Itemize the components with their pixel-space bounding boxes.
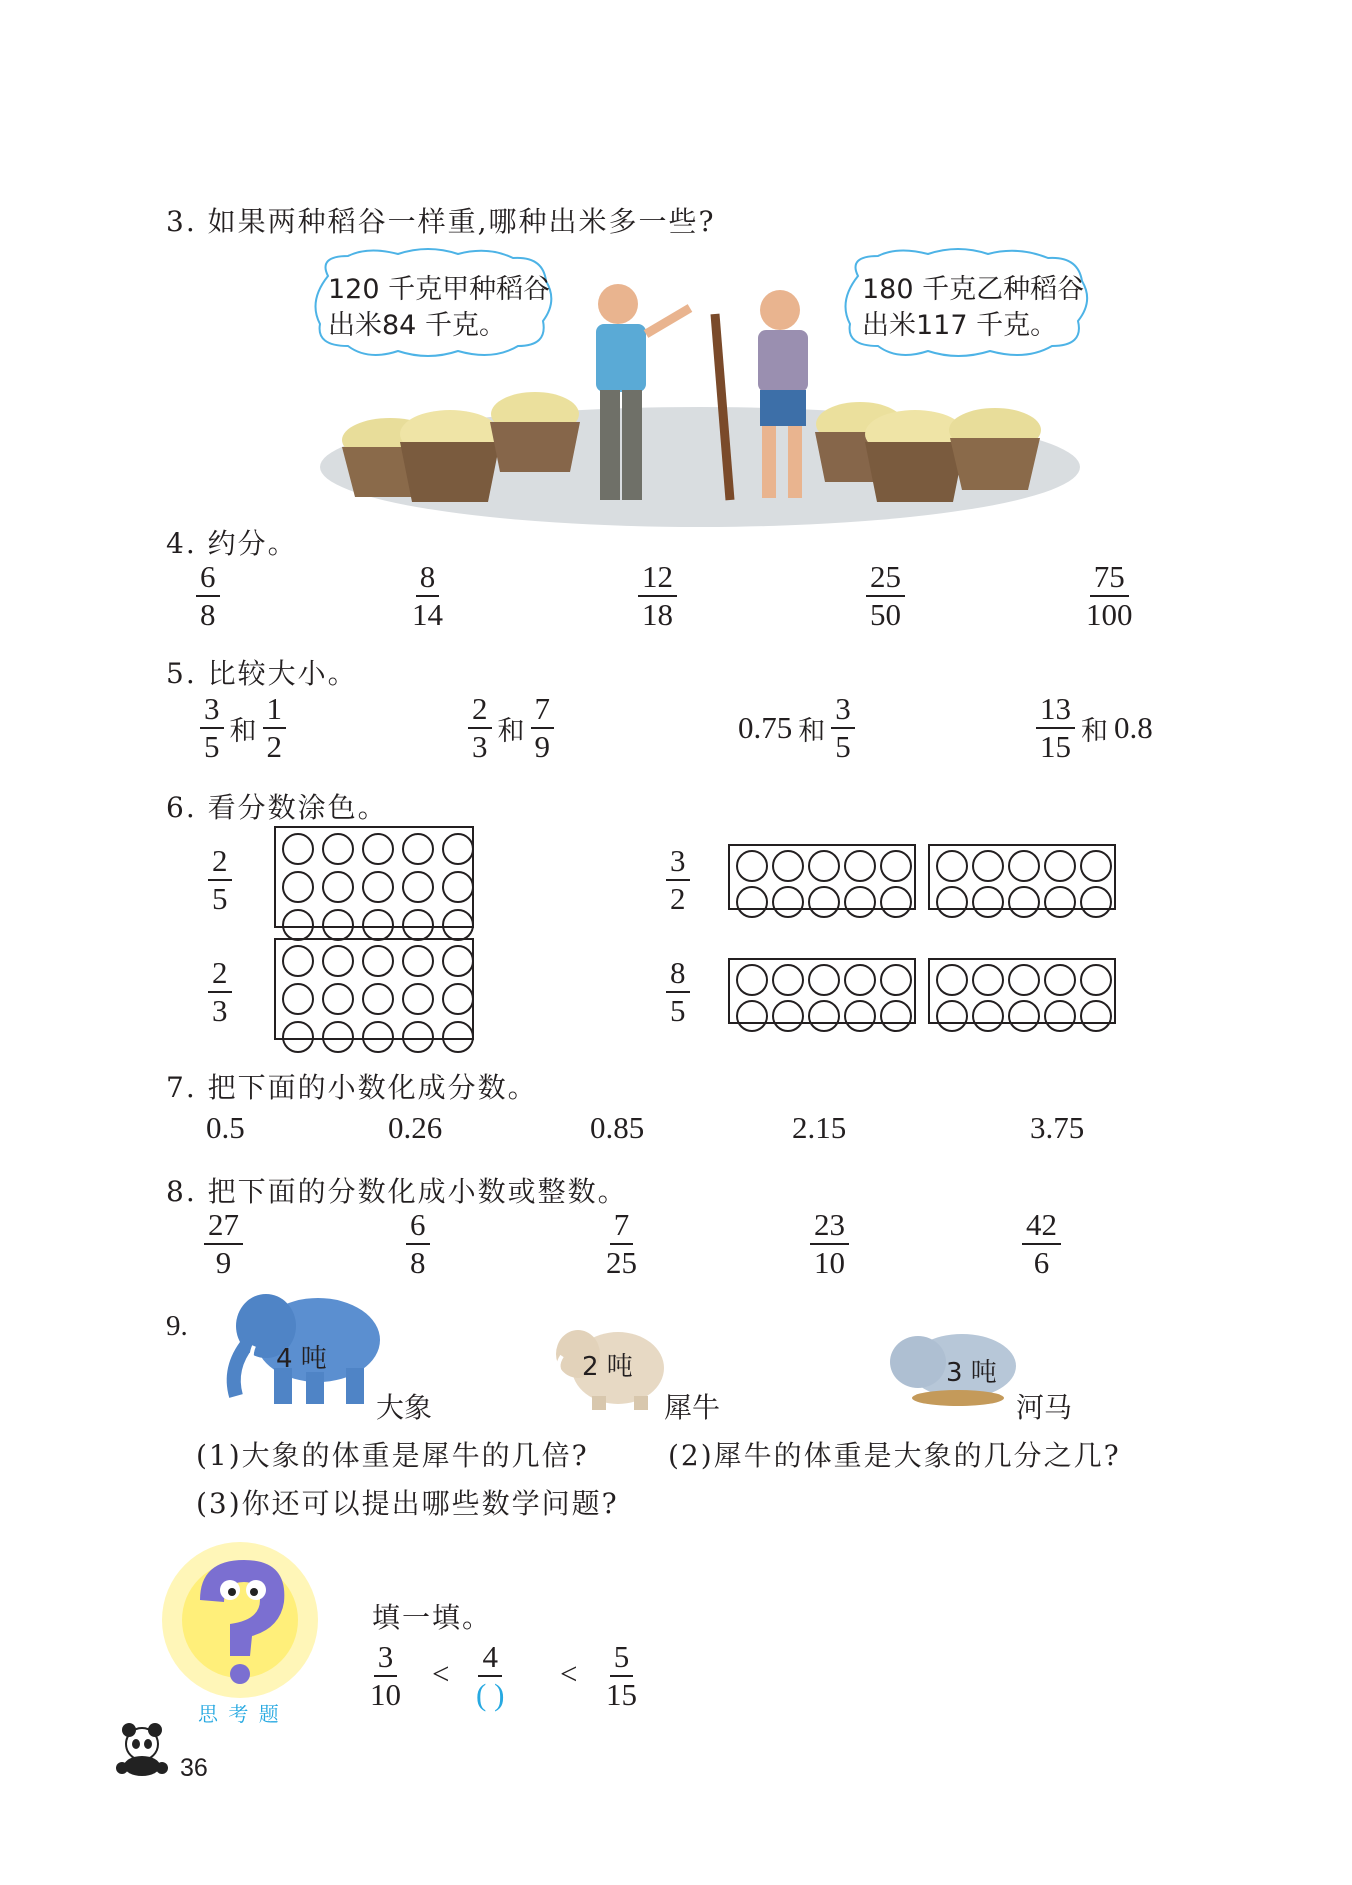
hippo-label: 河马: [1016, 1391, 1073, 1424]
q7-title: 7. 把下面的小数化成分数。: [166, 1071, 538, 1104]
bubble-left-line2: 出米84 千克。: [328, 310, 506, 341]
circle[interactable]: [808, 1000, 840, 1032]
circle[interactable]: [736, 964, 768, 996]
circle[interactable]: [1044, 850, 1076, 882]
hippo-weight: 3 吨: [946, 1358, 997, 1388]
circle[interactable]: [442, 1021, 474, 1053]
think-label: 思 考 题: [198, 1702, 281, 1726]
bubble-left-line1: 120 千克甲种稻谷: [328, 274, 551, 305]
circle[interactable]: [880, 850, 912, 882]
elephant-weight: 4 吨: [276, 1344, 327, 1374]
think-fraction-1: $\frac{3}{10}$: [370, 1639, 401, 1712]
circle[interactable]: [402, 871, 434, 903]
bubble-right-line2: 出米117 千克。: [862, 310, 1058, 341]
circle[interactable]: [1044, 886, 1076, 918]
circle[interactable]: [402, 983, 434, 1015]
circle[interactable]: [936, 1000, 968, 1032]
q5-compare-b: $\frac{2}{3}$ 和 $\frac{7}{9}$: [468, 692, 554, 764]
circle[interactable]: [880, 886, 912, 918]
rhino-weight: 2 吨: [582, 1352, 633, 1382]
q7-decimal: 2.15: [792, 1110, 847, 1145]
less-than-sign: <: [560, 1656, 578, 1691]
circle-grid-2x5: [728, 844, 916, 910]
circle[interactable]: [736, 850, 768, 882]
rice-basket-left-2: [400, 410, 500, 502]
think-title: 填一填。: [372, 1601, 493, 1634]
circle[interactable]: [322, 983, 354, 1015]
circle[interactable]: [362, 833, 394, 865]
q7-decimal: 0.85: [590, 1110, 645, 1145]
circle[interactable]: [322, 871, 354, 903]
circle[interactable]: [322, 945, 354, 977]
q7-decimal: 0.26: [388, 1110, 443, 1145]
q8-fraction: $\frac{6}{8}$: [406, 1208, 430, 1280]
circle[interactable]: [936, 850, 968, 882]
q4-fraction: $\frac{75}{100}$: [1086, 559, 1133, 632]
q8-fraction: $\frac{27}{9}$: [204, 1208, 243, 1280]
circle[interactable]: [402, 909, 434, 941]
circle[interactable]: [1044, 964, 1076, 996]
q7-decimal: 0.5: [206, 1110, 245, 1145]
circle[interactable]: [1080, 1000, 1112, 1032]
q5-compare-c: 0.75 和 $\frac{3}{5}$: [738, 692, 855, 764]
circle[interactable]: [808, 964, 840, 996]
circle[interactable]: [442, 945, 474, 977]
q4-fraction: $\frac{6}{8}$: [196, 560, 220, 632]
q4-fraction: $\frac{25}{50}$: [866, 560, 905, 632]
q5-compare-d: $\frac{13}{15}$ 和 0.8: [1036, 692, 1153, 764]
circle[interactable]: [1008, 886, 1040, 918]
circle[interactable]: [844, 850, 876, 882]
circle[interactable]: [936, 964, 968, 996]
circle-grid-2x5: [928, 958, 1116, 1024]
page-number: 36: [180, 1754, 208, 1782]
q4-fraction: $\frac{8}{14}$: [412, 559, 443, 632]
circle[interactable]: [736, 886, 768, 918]
circle[interactable]: [1080, 850, 1112, 882]
circle[interactable]: [1080, 886, 1112, 918]
bubble-right-line1: 180 千克乙种稻谷: [862, 274, 1085, 305]
less-than-sign: <: [432, 1656, 450, 1691]
think-fraction-2: 4 ( ): [476, 1639, 505, 1712]
circle[interactable]: [808, 886, 840, 918]
q8-fraction: $\frac{42}{6}$: [1022, 1208, 1061, 1280]
circle[interactable]: [972, 964, 1004, 996]
circle[interactable]: [1008, 1000, 1040, 1032]
circle[interactable]: [282, 945, 314, 977]
circle[interactable]: [362, 871, 394, 903]
circle[interactable]: [772, 964, 804, 996]
circle-grid-2x5: [928, 844, 1116, 910]
circle[interactable]: [282, 833, 314, 865]
circle[interactable]: [362, 909, 394, 941]
q5-compare-a: $\frac{3}{5}$ 和 $\frac{1}{2}$: [200, 692, 286, 764]
circle[interactable]: [936, 886, 968, 918]
q6-fraction: $\frac{3}{2}$: [666, 844, 690, 916]
q6-fraction: $\frac{8}{5}$: [666, 956, 690, 1028]
circle-grid-3x5: [274, 938, 474, 1040]
circle[interactable]: [442, 909, 474, 941]
circle[interactable]: [1008, 850, 1040, 882]
circle[interactable]: [362, 945, 394, 977]
circle[interactable]: [772, 886, 804, 918]
circle[interactable]: [772, 850, 804, 882]
circle[interactable]: [844, 886, 876, 918]
think-fraction-3: $\frac{5}{15}$: [606, 1639, 637, 1712]
q4-fraction: $\frac{12}{18}$: [638, 560, 677, 632]
circle[interactable]: [972, 850, 1004, 882]
elephant-label: 大象: [376, 1391, 433, 1424]
circle[interactable]: [808, 850, 840, 882]
circle[interactable]: [282, 983, 314, 1015]
q7-decimal: 3.75: [1030, 1110, 1085, 1145]
circle[interactable]: [1080, 964, 1112, 996]
circle-grid-2x5: [728, 958, 916, 1024]
q9-number: 9.: [166, 1310, 188, 1342]
q3-title: 3. 如果两种稻谷一样重,哪种出米多一些?: [166, 205, 716, 238]
circle[interactable]: [402, 833, 434, 865]
circle[interactable]: [442, 833, 474, 865]
circle[interactable]: [322, 909, 354, 941]
rhino-label: 犀牛: [664, 1391, 721, 1424]
q8-title: 8. 把下面的分数化成小数或整数。: [166, 1175, 628, 1208]
circle[interactable]: [362, 1021, 394, 1053]
q9-sub3: (3)你还可以提出哪些数学问题?: [196, 1487, 619, 1520]
q6-fraction: $\frac{2}{3}$: [208, 956, 232, 1028]
q5-title: 5. 比较大小。: [166, 657, 358, 690]
q6-title: 6. 看分数涂色。: [166, 791, 388, 824]
circle[interactable]: [282, 909, 314, 941]
panda-icon: [112, 1720, 172, 1778]
q9-sub2: (2)犀牛的体重是大象的几分之几?: [668, 1439, 1121, 1472]
rice-basket-right-2: [865, 410, 965, 502]
circle[interactable]: [442, 871, 474, 903]
q8-fraction: $\frac{23}{10}$: [810, 1208, 849, 1280]
circle[interactable]: [282, 1021, 314, 1053]
q9-sub1: (1)大象的体重是犀牛的几倍?: [196, 1439, 589, 1472]
circle[interactable]: [322, 1021, 354, 1053]
circle[interactable]: [736, 1000, 768, 1032]
circle[interactable]: [844, 1000, 876, 1032]
circle[interactable]: [972, 886, 1004, 918]
circle[interactable]: [1044, 1000, 1076, 1032]
circle[interactable]: [1008, 964, 1040, 996]
question-mark-mascot-icon: [160, 1540, 320, 1700]
q4-title: 4. 约分。: [166, 527, 298, 560]
blank-denominator[interactable]: ( ): [476, 1677, 505, 1712]
q8-fraction: $\frac{7}{25}$: [606, 1207, 637, 1280]
rice-basket-left-3: [490, 392, 580, 472]
circle[interactable]: [880, 964, 912, 996]
q6-fraction: $\frac{2}{5}$: [208, 844, 232, 916]
circle[interactable]: [402, 1021, 434, 1053]
circle[interactable]: [844, 964, 876, 996]
circle[interactable]: [880, 1000, 912, 1032]
circle[interactable]: [282, 871, 314, 903]
circle[interactable]: [972, 1000, 1004, 1032]
circle[interactable]: [442, 983, 474, 1015]
rice-basket-right-3: [949, 408, 1041, 490]
circle[interactable]: [402, 945, 434, 977]
circle[interactable]: [362, 983, 394, 1015]
circle[interactable]: [322, 833, 354, 865]
circle-grid-3x5: [274, 826, 474, 928]
circle[interactable]: [772, 1000, 804, 1032]
